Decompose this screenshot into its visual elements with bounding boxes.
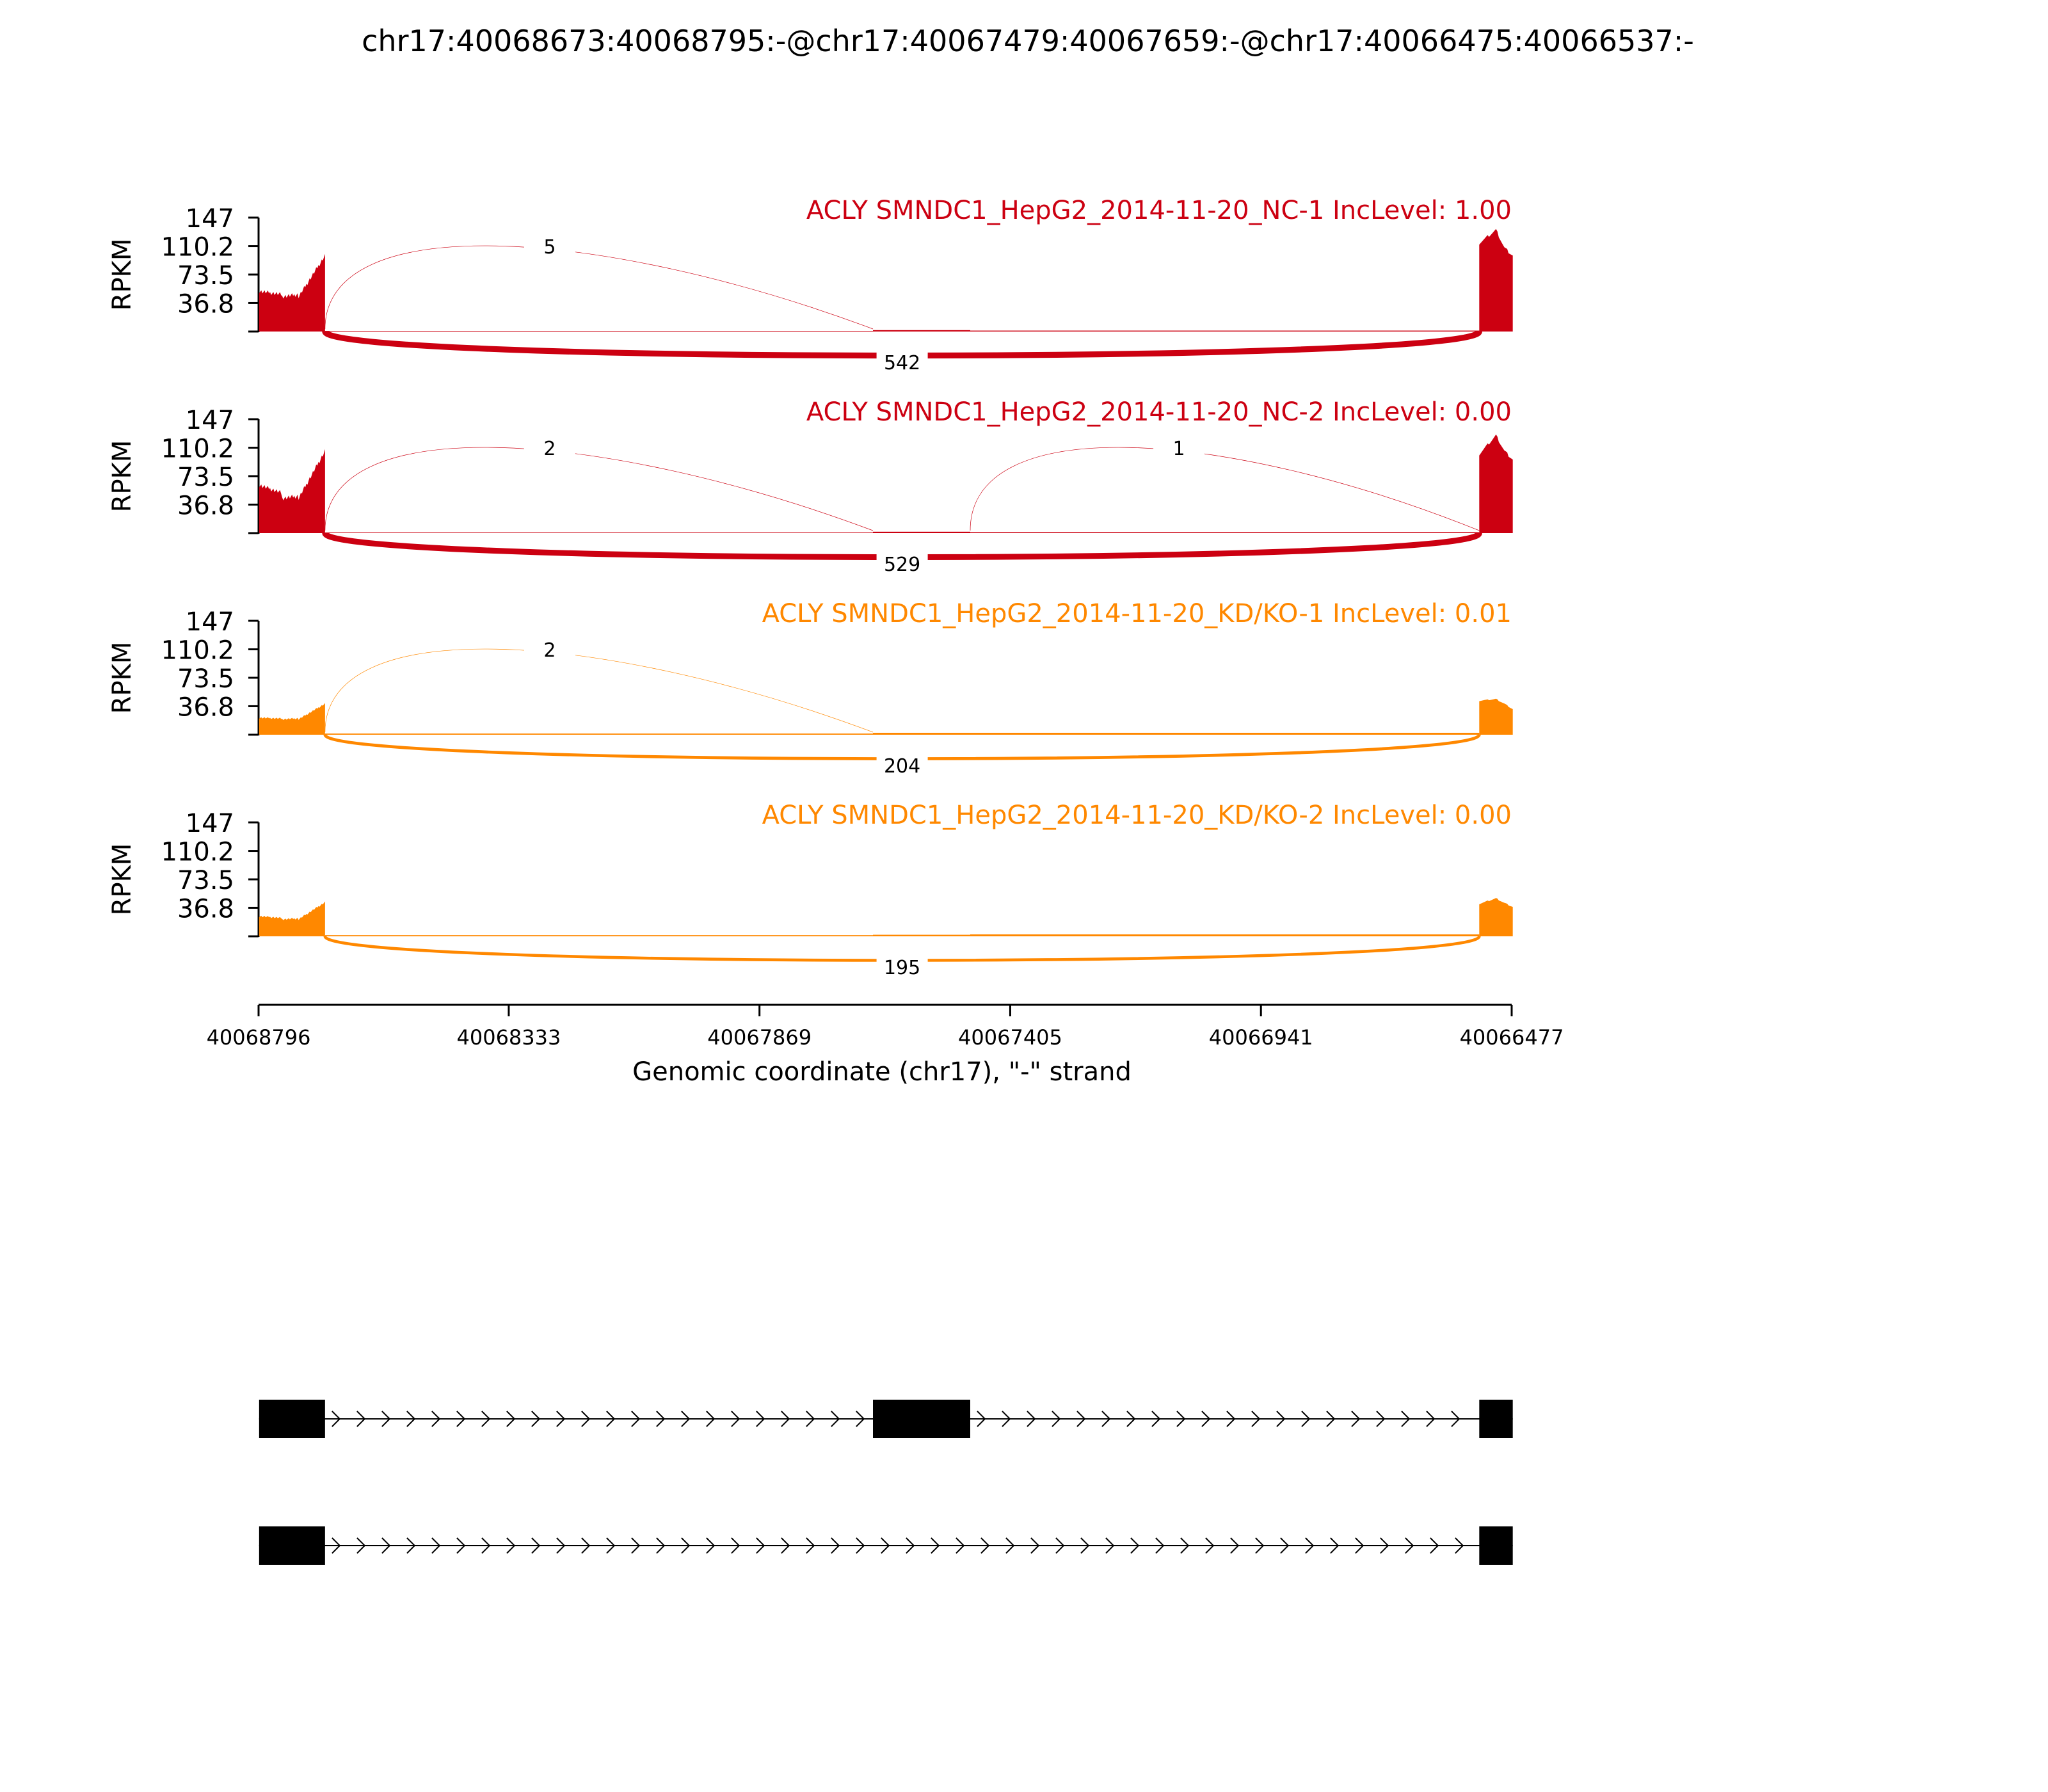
isoform-models [259, 1400, 1513, 1565]
y-tick-label: 73.5 [177, 866, 234, 895]
coverage-exon2 [873, 935, 970, 936]
x-axis [207, 1005, 1564, 1050]
x-tick-label: 40068796 [206, 1025, 311, 1050]
junction-arc [325, 649, 873, 732]
coverage-exon3 [1479, 229, 1512, 332]
sample-label: ACLY SMNDC1_HepG2_2014-11-20_KD/KO-2 IncLevel: 0.00 [762, 801, 1512, 830]
x-tick-label: 40067869 [707, 1025, 812, 1050]
y-tick-label: 36.8 [177, 289, 234, 319]
track-2 [108, 397, 1513, 576]
coverage-intron2 [970, 532, 1479, 533]
y-tick-label: 110.2 [161, 232, 234, 262]
y-tick-label: 147 [185, 607, 234, 637]
coverage-exon1 [259, 254, 325, 332]
coverage-exon3 [1479, 435, 1512, 533]
exon-block [873, 1400, 970, 1438]
y-tick-label: 73.5 [177, 463, 234, 492]
y-axis-label: RPKM [108, 440, 137, 513]
junction-read-count: 2 [543, 639, 556, 662]
coverage-exon3 [1479, 699, 1512, 735]
y-tick-label: 147 [185, 809, 234, 838]
y-tick-label: 73.5 [177, 261, 234, 291]
coverage-intron2 [970, 733, 1479, 735]
isoform-2 [259, 1526, 1513, 1565]
sample-label: ACLY SMNDC1_HepG2_2014-11-20_KD/KO-1 IncLevel: 0.01 [762, 599, 1512, 628]
coverage-exon2 [873, 532, 970, 533]
y-tick-label: 147 [185, 204, 234, 234]
junction-read-count: 2 [543, 438, 556, 460]
exon-block [1479, 1526, 1512, 1565]
x-tick-label: 40067405 [958, 1025, 1062, 1050]
x-tick-label: 40066941 [1208, 1025, 1313, 1050]
junction-arc [970, 447, 1479, 531]
isoform-1 [259, 1400, 1513, 1438]
track-3 [108, 599, 1513, 778]
exon-block [1479, 1400, 1512, 1438]
y-axis-label: RPKM [108, 641, 137, 714]
exon-block [259, 1400, 325, 1438]
coverage-exon1 [259, 902, 325, 937]
track-4 [108, 801, 1513, 979]
junction-arc [325, 246, 873, 329]
y-tick-label: 110.2 [161, 434, 234, 464]
y-tick-label: 36.8 [177, 894, 234, 924]
coverage-intron2 [970, 331, 1479, 332]
track-1 [108, 196, 1513, 374]
junction-read-count: 542 [883, 352, 921, 374]
x-tick-label: 40068333 [456, 1025, 561, 1050]
junction-read-count: 529 [883, 554, 921, 576]
x-tick-label: 40066477 [1459, 1025, 1564, 1050]
y-axis-label: RPKM [108, 843, 137, 916]
junction-read-count: 195 [883, 957, 921, 979]
y-tick-label: 36.8 [177, 692, 234, 723]
coverage-intron2 [970, 934, 1479, 936]
sample-label: ACLY SMNDC1_HepG2_2014-11-20_NC-1 IncLevel: 1.00 [806, 196, 1512, 225]
coverage-exon2 [873, 733, 970, 735]
figure-title: chr17:40068673:40068795:-@chr17:40067479:40067659:-@chr17:40066475:40066537:- [362, 24, 1694, 58]
coverage-exon1 [259, 449, 325, 533]
y-tick-label: 73.5 [177, 664, 234, 694]
coverage-intron1 [325, 935, 873, 936]
junction-read-count: 204 [883, 755, 921, 778]
exon-block [259, 1526, 325, 1565]
junction-arc [325, 447, 873, 531]
y-tick-label: 110.2 [161, 636, 234, 666]
y-tick-label: 110.2 [161, 837, 234, 867]
coverage-exon1 [259, 703, 325, 735]
x-axis-label: Genomic coordinate (chr17), "-" strand [632, 1057, 1132, 1087]
y-tick-label: 36.8 [177, 491, 234, 521]
coverage-intron1 [325, 331, 873, 332]
junction-read-count: 5 [543, 236, 556, 259]
y-tick-label: 147 [185, 406, 234, 435]
coverage-intron1 [325, 733, 873, 735]
coverage-exon2 [873, 330, 970, 332]
coverage-tracks [108, 196, 1513, 979]
sample-label: ACLY SMNDC1_HepG2_2014-11-20_NC-2 IncLevel: 0.00 [806, 397, 1512, 427]
coverage-intron1 [325, 532, 873, 533]
y-axis-label: RPKM [108, 238, 137, 311]
junction-read-count: 1 [1172, 438, 1185, 460]
coverage-exon3 [1479, 898, 1512, 936]
